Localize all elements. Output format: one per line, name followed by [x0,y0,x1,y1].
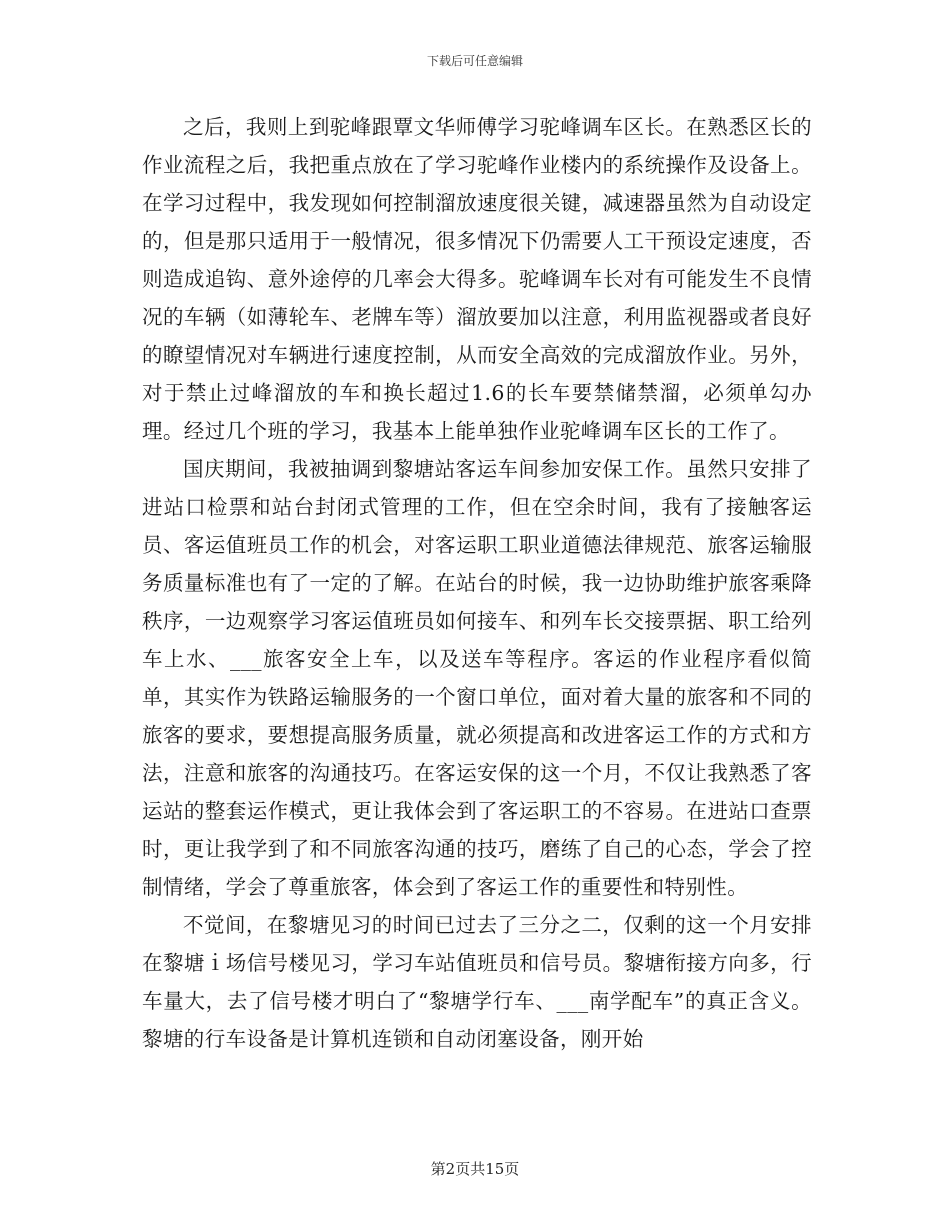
paragraph-hump-training: 之后，我则上到驼峰跟覃文华师傅学习驼峰调车区长。在熟悉区长的作业流程之后，我把重点放在了学习驼峰作业楼内的系统操作及设备上。在学习过程中，我发现如何控制溜放速度很关键，减速器虽然为自动设定的，但是那只适用于一般情况，很多情况下仍需要人工干预设定速度，否则造成追钩、意外途停的几率会大得多。驼峰调车长对有可能发生不良情况的车辆（如薄轮车、老牌车等）溜放要加以注意，利用监视器或者良好的瞭望情况对车辆进行速度控制，从而安全高效的完成溜放作业。另外，对于禁止过峰溜放的车和换长超过1.6的长车要禁储禁溜，必须单勾办理。经过几个班的学习，我基本上能单独作业驼峰调车区长的工作了。 [142,115,812,443]
paragraph-national-day-security: 国庆期间，我被抽调到黎塘站客运车间参加安保工作。虽然只安排了进站口检票和站台封闭式管理的工作，但在空余时间，我有了接触客运员、客运值班员工作的机会，对客运职工职业道德法律规范、旅客运输服务质量标准也有了一定的了解。在站台的时候，我一边协助维护旅客乘降秩序，一边观察学习客运值班员如何接车、和列车长交接票据、职工给列车上水、___旅客安全上车，以及送车等程序。客运的作业程序看似简单，其实作为铁路运输服务的一个窗口单位，面对着大量的旅客和不同的旅客的要求，要想提高服务质量，就必须提高和改进客运工作的方式和方法，注意和旅客的沟通技巧。在客运安保的这一个月，不仅让我熟悉了客运站的整套运作模式，更让我体会到了客运职工的不容易。在进站口查票时，更让我学到了和不同旅客沟通的技巧，磨练了自己的心态，学会了控制情绪，学会了尊重旅客，体会到了客运工作的重要性和特别性。 [142,457,812,899]
document-body [142,108,812,1058]
page-header-note: 下载后可任意编辑 [426,54,523,68]
paragraph-signal-building: 不觉间，在黎塘见习的时间已过去了三分之二，仅剩的这一个月安排在黎塘ｉ场信号楼见习，学习车站值班员和信号员。黎塘衔接方向多，行车量大，去了信号楼才明白了“黎塘学行车、___南学配车”的真正含义。黎塘的行车设备是计算机连锁和自动闭塞设备，刚开始 [142,913,812,1051]
page-number-footer: 第2页共15页 [430,1160,520,1178]
